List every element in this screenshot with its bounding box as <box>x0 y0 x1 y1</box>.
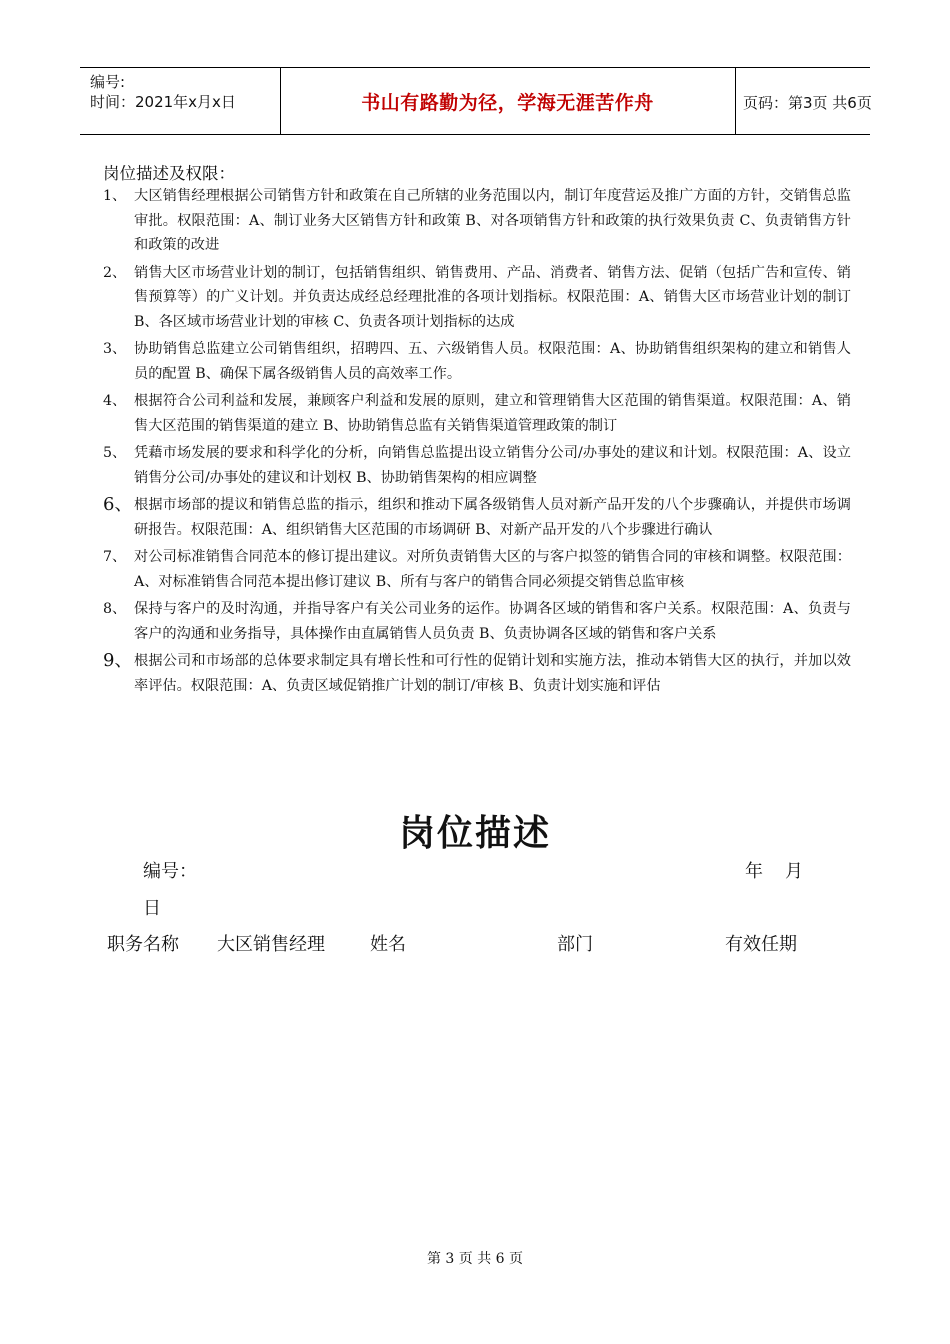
name-label: 姓名 <box>370 934 406 955</box>
dept-label: 部门 <box>557 934 593 955</box>
duty-number: 7、 <box>103 549 127 565</box>
header-middle-cell <box>280 68 736 134</box>
duty-text: 凭藉市场发展的要求和科学化的分析，向销售总监提出设立销售分公司/办事处的建议和计划。权限范围：A、设立销售分公司/办事处的建议和计划权 B、协助销售架构的相应调整 <box>134 445 851 486</box>
duty-text: 大区销售经理根据公司销售方针和政策在自己所辖的业务范围以内，制订年度营运及推广方面的方针，交销售总监审批。权限范围：A、制订业务大区销售方针和政策 B、对各项销售方针和政策的执行效果负责 C、负责销售方针和政策的改进 <box>134 188 851 253</box>
duty-number: 1、 <box>103 188 127 204</box>
header-motto: 书山有路勤为径，学海无涯苦作舟 <box>361 92 654 114</box>
form-month-label: 月 <box>785 861 803 882</box>
duty-text: 协助销售总监建立公司销售组织，招聘四、五、六级销售人员。权限范围：A、协助销售组织架构的建立和销售人员的配置 B、确保下属各级销售人员的高效率工作。 <box>134 341 851 382</box>
duty-list <box>103 184 851 701</box>
duty-text: 根据公司和市场部的总体要求制定具有增长性和可行性的促销计划和实施方法，推动本销售大区的执行，并加以效率评估。权限范围：A、负责区域促销推广计划的制订/审核 B、负责计划实施和评估 <box>134 653 851 694</box>
section-title: 岗位描述及权限： <box>103 164 235 183</box>
header-page-code: 页码：第3页 共6页 <box>743 94 872 112</box>
form-title: 岗位描述 <box>398 813 551 854</box>
form-number-label: 编号： <box>143 861 197 882</box>
duty-item-2 <box>103 261 851 335</box>
duty-text: 根据符合公司利益和发展，兼顾客户利益和发展的原则，建立和管理销售大区范围的销售渠道。权限范围：A、销售大区范围的销售渠道的建立 B、协助销售总监有关销售渠道管理政策的制订 <box>134 393 851 434</box>
duty-item-3 <box>103 337 851 386</box>
duty-number: 3、 <box>103 341 127 357</box>
duty-item-5 <box>103 441 851 490</box>
duty-number: 2、 <box>103 264 127 281</box>
header-number-label: 编号: <box>90 73 126 91</box>
duty-number: 6、 <box>103 494 133 515</box>
duty-number: 5、 <box>103 445 127 461</box>
term-label: 有效任期 <box>725 934 797 955</box>
duty-text: 保持与客户的及时沟通，并指导客户有关公司业务的运作。协调各区域的销售和客户关系。权限范围：A、负责与客户的沟通和业务指导，具体操作由直属销售人员负责 B、负责协调各区域的销售和客户关系 <box>134 601 851 642</box>
duty-item-6 <box>103 493 851 542</box>
duty-number: 9、 <box>103 650 133 671</box>
form-day-label: 日 <box>143 898 161 919</box>
header-date: 时间：2021年x月x日 <box>90 93 236 111</box>
page-header <box>80 67 870 135</box>
duty-item-1 <box>103 184 851 258</box>
form-year-label: 年 <box>745 861 763 882</box>
header-left-cell <box>80 68 281 134</box>
duty-item-4 <box>103 389 851 438</box>
position-value: 大区销售经理 <box>217 934 325 955</box>
duty-item-9 <box>103 649 851 698</box>
duty-item-7 <box>103 545 851 594</box>
header-right-cell <box>735 68 870 134</box>
position-label: 职务名称 <box>107 934 179 955</box>
duty-item-8 <box>103 597 851 646</box>
duty-text: 对公司标准销售合同范本的修订提出建议。对所负责销售大区的与客户拟签的销售合同的审核和调整。权限范围：A、对标准销售合同范本提出修订建议 B、所有与客户的销售合同必须提交销售总监审核 <box>134 549 851 590</box>
duty-text: 销售大区市场营业计划的制订，包括销售组织、销售费用、产品、消费者、销售方法、促销（包括广告和宣传、销售预算等）的广义计划。并负责达成经总经理批准的各项计划指标。权限范围：A、销售大区市场营业计划的制订 B、各区域市场营业计划的审核 C、负责各项计划指标的达成 <box>134 264 851 330</box>
duty-text: 根据市场部的提议和销售总监的指示，组织和推动下属各级销售人员对新产品开发的八个步骤确认，并提供市场调研报告。权限范围：A、组织销售大区范围的市场调研 B、对新产品开发的八个步骤进行确认 <box>134 497 851 538</box>
duty-number: 8、 <box>103 601 127 617</box>
page-footer: 第 3 页 共 6 页 <box>426 1251 524 1267</box>
duty-number: 4、 <box>103 393 127 409</box>
